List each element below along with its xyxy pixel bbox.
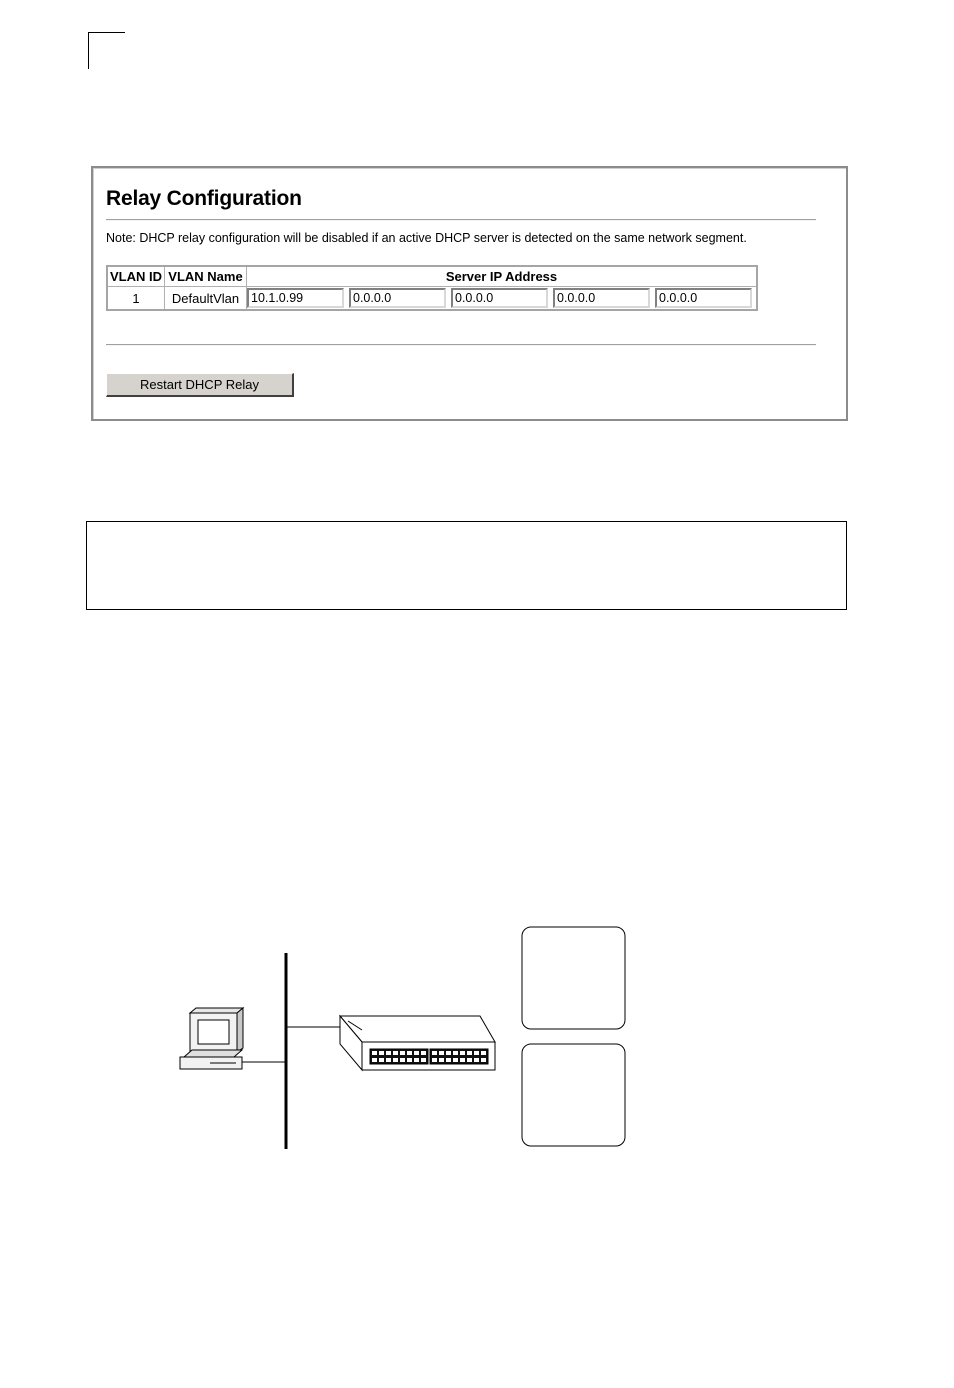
- table-row: [107, 287, 757, 311]
- column-vlan-id: VLAN ID: [107, 266, 165, 287]
- switch-icon: [340, 1016, 495, 1070]
- server-ip-cell: [247, 287, 758, 311]
- title-divider: [106, 219, 816, 221]
- vlan-name-cell: DefaultVlan: [165, 287, 247, 311]
- vlan-id-cell: 1: [107, 287, 165, 311]
- server-ip-input-2[interactable]: 0.0.0.0: [349, 288, 446, 308]
- relay-table: [106, 265, 758, 311]
- server-ip-input-4[interactable]: 0.0.0.0: [553, 288, 650, 308]
- server-ip-input-3[interactable]: 0.0.0.0: [451, 288, 548, 308]
- restart-dhcp-relay-button[interactable]: Restart DHCP Relay: [106, 373, 294, 397]
- relay-note: Note: DHCP relay configuration will be disabled if an active DHCP server is detected on the same network segment.: [106, 231, 747, 245]
- network-diagram: [170, 920, 640, 1160]
- server-box-icon: [522, 927, 625, 1029]
- table-header-row: [107, 266, 757, 287]
- bottom-divider: [106, 344, 816, 346]
- page-title: Relay Configuration: [106, 187, 302, 210]
- column-vlan-name: VLAN Name: [165, 266, 247, 287]
- server-ip-input-1[interactable]: 10.1.0.99: [247, 288, 344, 308]
- crop-mark: [88, 32, 125, 69]
- blank-note-box: [86, 521, 847, 610]
- relay-configuration-panel: [91, 166, 848, 421]
- server-box-icon: [522, 1044, 625, 1146]
- column-server-ip: Server IP Address: [247, 266, 758, 287]
- pc-icon: [180, 1008, 243, 1069]
- server-ip-input-5[interactable]: 0.0.0.0: [655, 288, 752, 308]
